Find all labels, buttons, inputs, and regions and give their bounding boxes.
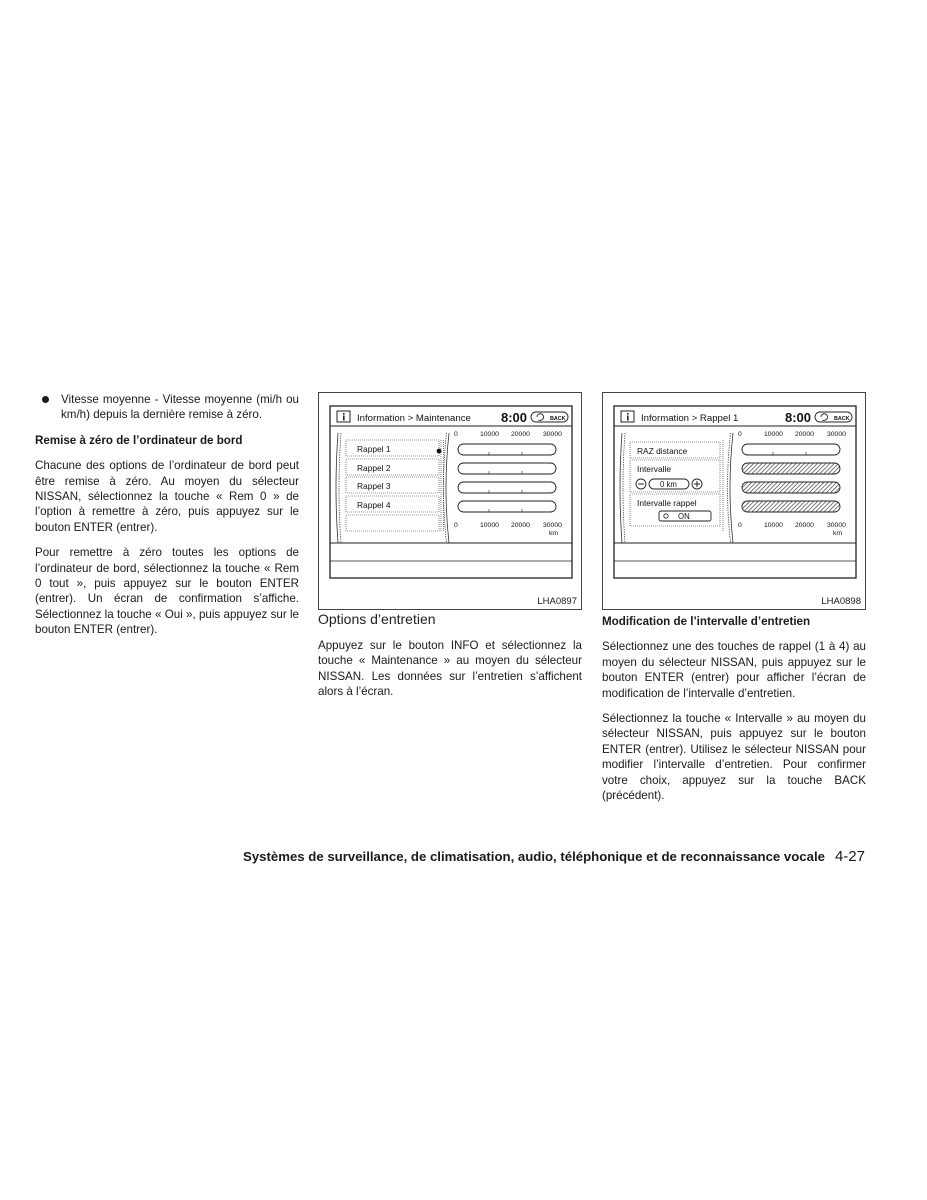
scrollbar-thumb[interactable] <box>437 449 442 454</box>
menu-item-rappel-4[interactable] <box>346 496 439 512</box>
menu-item-rappel-2[interactable] <box>346 459 439 475</box>
back-button-label: BACK <box>550 416 566 422</box>
bullet-item <box>35 392 299 423</box>
menu-item-label: Rappel 4 <box>357 500 391 510</box>
reminder-value: ON <box>678 512 690 521</box>
menu-item-label: Rappel 3 <box>357 481 391 491</box>
back-button-label: BACK <box>834 416 850 422</box>
menu-item-rappel-3[interactable] <box>346 477 439 493</box>
minus-icon[interactable] <box>636 479 646 489</box>
bullet-dot-icon <box>42 396 49 403</box>
paragraph-interval-2: Sélectionnez la touche « Intervalle » au moyen du sélecteur NISSAN, puis appuyez sur le bouton ENTER (entrer). Utilisez le sélecteur NISSAN pour modifier l’intervalle d’entretien. Pour confirmer votre choix, appuyez sur la touche BACK (précédent). <box>602 712 866 803</box>
figure-id: LHA0898 <box>821 596 861 607</box>
progress-bar-rappel-4 <box>458 501 556 512</box>
section-heading-interval: Modification de l’intervalle d’entretien <box>602 615 811 628</box>
scale-label-top: 10000 <box>480 431 499 438</box>
page-number: 4-27 <box>834 848 865 865</box>
scale-label-bottom: 0 <box>738 522 742 529</box>
menu-item-label: Rappel 1 <box>357 444 391 454</box>
reminder-screen-illustration <box>603 393 867 611</box>
scale-label-bottom: 10000 <box>480 522 499 529</box>
scale-label-bottom: 10000 <box>764 522 783 529</box>
scale-label-bottom: 0 <box>454 522 458 529</box>
progress-bar-outline <box>742 444 840 455</box>
paragraph-reset-all: Pour remettre à zéro toutes les options de l’ordinateur de bord, sélectionnez la touche « Rem 0 tout », puis appuyez sur le bouton ENTER (entrer). Un écran de confirmation s’affiche. Sélectionnez la touche « Oui », puis appuyez sur le bouton ENTER (entrer). <box>35 546 299 637</box>
disabled-bar <box>742 463 840 474</box>
figure-maintenance-screen <box>318 392 582 610</box>
screen-title: Information > Rappel 1 <box>641 413 739 424</box>
back-button[interactable] <box>815 412 852 422</box>
info-icon <box>337 411 350 422</box>
interval-value: 0 km <box>660 480 677 489</box>
progress-bar-rappel-3 <box>458 482 556 493</box>
menu-item-empty <box>346 515 439 531</box>
screen-clock: 8:00 <box>501 410 528 425</box>
scale-label-top: 0 <box>738 431 742 438</box>
scale-label-bottom: 30000 <box>827 522 846 529</box>
raz-distance-button[interactable] <box>630 442 720 458</box>
section-heading-maintenance: Options d’entretien <box>318 611 436 627</box>
chapter-title: Systèmes de surveillance, de climatisation, audio, téléphonique et de reconnaissance vocale <box>243 849 825 864</box>
middle-column <box>318 392 582 710</box>
scale-label-bottom: 30000 <box>543 522 562 529</box>
interval-reminder-label: Intervalle rappel <box>637 498 697 508</box>
plus-icon[interactable] <box>692 479 702 489</box>
menu-item-label: Rappel 2 <box>357 463 391 473</box>
section-heading-reset: Remise à zéro de l’ordinateur de bord <box>35 433 243 447</box>
scale-label-bottom: 20000 <box>511 522 530 529</box>
unit-label: km <box>549 530 559 537</box>
paragraph-maintenance: Appuyez sur le bouton INFO et sélectionnez la touche « Maintenance » au moyen du sélecteur NISSAN. Les données sur l’entretien s’affichent alors à l’écran. <box>318 639 582 699</box>
paragraph-reset-single: Chacune des options de l’ordinateur de bord peut être remise à zéro. Au moyen du sélecteur NISSAN, sélectionnez la touche « Rem 0 » de l’option à remettre à zéro, puis appuyez sur le bouton ENTER (entrer). <box>35 459 299 534</box>
figure-id: LHA0897 <box>537 596 577 607</box>
progress-bar-rappel-2 <box>458 463 556 474</box>
scale-label-top: 20000 <box>511 431 530 438</box>
paragraph-interval-1: Sélectionnez une des touches de rappel (1 à 4) au moyen du sélecteur NISSAN, puis appuyez sur le bouton ENTER (entrer) pour afficher l’écran de modification de l’intervalle d’entretien. <box>602 640 866 700</box>
scale-label-top: 20000 <box>795 431 814 438</box>
left-column <box>35 392 299 648</box>
interval-label: Intervalle <box>637 464 671 474</box>
info-icon <box>621 411 634 422</box>
maintenance-screen-illustration <box>319 393 583 611</box>
page-footer <box>0 848 865 866</box>
screen-title: Information > Maintenance <box>357 413 471 424</box>
scale-label-top: 10000 <box>764 431 783 438</box>
progress-bar-rappel-1 <box>458 444 556 455</box>
interval-control[interactable] <box>630 460 720 492</box>
screen-clock: 8:00 <box>785 410 812 425</box>
scale-label-top: 0 <box>454 431 458 438</box>
scale-label-top: 30000 <box>827 431 846 438</box>
unit-label: km <box>833 530 843 537</box>
scale-label-bottom: 20000 <box>795 522 814 529</box>
disabled-bar <box>742 501 840 512</box>
disabled-bar <box>742 482 840 493</box>
bullet-text: Vitesse moyenne - Vitesse moyenne (mi/h ou km/h) depuis la dernière remise à zéro. <box>61 393 299 422</box>
figure-reminder-screen <box>602 392 866 610</box>
interval-reminder-toggle[interactable] <box>630 494 720 526</box>
scale-label-top: 30000 <box>543 431 562 438</box>
back-button[interactable] <box>531 412 568 422</box>
menu-item-rappel-1[interactable] <box>346 440 439 456</box>
right-column <box>602 392 866 813</box>
raz-distance-label: RAZ distance <box>637 446 688 456</box>
toggle-indicator-icon <box>664 514 668 518</box>
